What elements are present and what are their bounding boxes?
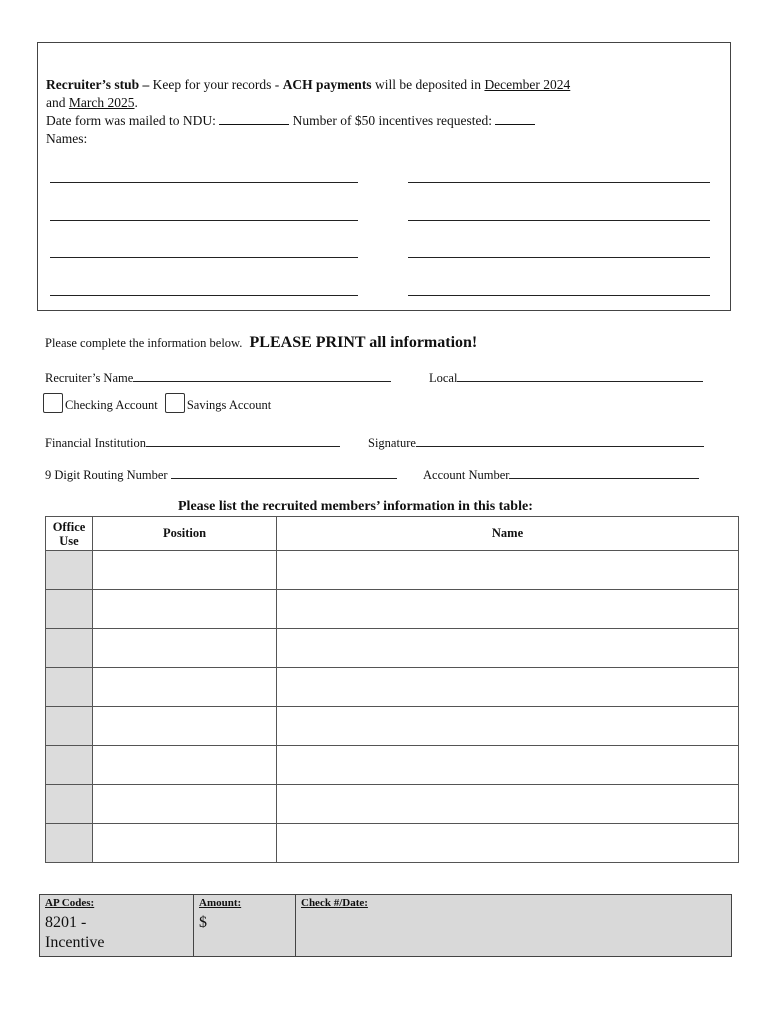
ap-row bbox=[40, 895, 732, 957]
instructions-intro: Please complete the information below. bbox=[45, 336, 243, 350]
signature-field[interactable] bbox=[416, 435, 704, 447]
deposit-date-1: December 2024 bbox=[484, 77, 571, 92]
account-label: Account Number bbox=[423, 468, 510, 482]
stub-line-2: and March 2025. bbox=[46, 95, 138, 110]
name-line[interactable] bbox=[50, 220, 358, 221]
incentives-count-field[interactable] bbox=[495, 112, 535, 125]
ap-code-value: 8201 - Incentive bbox=[45, 914, 105, 951]
routing-row bbox=[45, 467, 397, 483]
table-row bbox=[46, 590, 739, 629]
savings-label: Savings Account bbox=[186, 398, 272, 412]
financial-institution-label: Financial Institution bbox=[45, 436, 147, 450]
office-use-cell bbox=[46, 785, 93, 824]
office-use-cell bbox=[46, 629, 93, 668]
name-line[interactable] bbox=[50, 295, 358, 296]
ap-amount-header: Amount: bbox=[199, 897, 242, 909]
names-label: Names: bbox=[46, 131, 88, 146]
mailed-date-field[interactable] bbox=[219, 112, 289, 125]
position-cell[interactable] bbox=[93, 746, 277, 785]
ap-codes-cell bbox=[40, 895, 194, 957]
position-cell[interactable] bbox=[93, 668, 277, 707]
header-office-use: Office Use bbox=[46, 517, 93, 551]
incentives-label: Number of $50 incentives requested: bbox=[289, 113, 496, 128]
checking-label: Checking Account bbox=[65, 398, 158, 412]
office-use-cell bbox=[46, 590, 93, 629]
mailed-date-label: Date form was mailed to NDU: bbox=[46, 113, 220, 128]
name-line[interactable] bbox=[604, 182, 710, 183]
account-type-row bbox=[43, 393, 271, 413]
ap-check-header: Check #/Date: bbox=[301, 897, 368, 909]
name-line[interactable] bbox=[604, 220, 710, 221]
office-use-cell bbox=[46, 746, 93, 785]
ach-payments: ACH payments bbox=[282, 77, 372, 92]
ap-codes-header: AP Codes: bbox=[45, 897, 95, 909]
name-cell[interactable] bbox=[277, 707, 739, 746]
routing-field[interactable] bbox=[171, 467, 397, 479]
ap-amount-value: $ bbox=[199, 914, 207, 931]
table-row bbox=[46, 551, 739, 590]
table-row bbox=[46, 629, 739, 668]
name-cell[interactable] bbox=[277, 590, 739, 629]
stub-line-1: Recruiter’s stub – Keep for your records - ACH payments will be deposited in December 2024 bbox=[46, 77, 571, 92]
recruiter-name-field[interactable] bbox=[133, 370, 391, 382]
account-row bbox=[423, 467, 699, 483]
stub-title: Recruiter’s stub – bbox=[46, 77, 150, 92]
position-cell[interactable] bbox=[93, 824, 277, 863]
position-cell[interactable] bbox=[93, 629, 277, 668]
table-header-row bbox=[46, 517, 739, 551]
office-use-cell bbox=[46, 551, 93, 590]
name-line[interactable] bbox=[50, 257, 358, 258]
name-line[interactable] bbox=[604, 257, 710, 258]
table-row bbox=[46, 707, 739, 746]
table-row bbox=[46, 824, 739, 863]
name-cell[interactable] bbox=[277, 629, 739, 668]
recruiter-name-row bbox=[45, 370, 391, 386]
position-cell[interactable] bbox=[93, 590, 277, 629]
table-row bbox=[46, 785, 739, 824]
ap-codes-table bbox=[39, 894, 732, 957]
financial-institution-field[interactable] bbox=[146, 435, 340, 447]
ap-amount-cell[interactable] bbox=[194, 895, 296, 957]
name-line[interactable] bbox=[408, 295, 604, 296]
instructions-emphasis: PLEASE PRINT all information! bbox=[249, 334, 478, 351]
signature-label: Signature bbox=[368, 436, 416, 450]
name-cell[interactable] bbox=[277, 551, 739, 590]
name-line[interactable] bbox=[408, 257, 604, 258]
name-line[interactable] bbox=[604, 295, 710, 296]
name-cell[interactable] bbox=[277, 668, 739, 707]
routing-label: 9 Digit Routing Number bbox=[45, 468, 168, 482]
local-label: Local bbox=[429, 371, 458, 385]
header-position: Position bbox=[93, 517, 277, 551]
name-cell[interactable] bbox=[277, 785, 739, 824]
position-cell[interactable] bbox=[93, 551, 277, 590]
name-line[interactable] bbox=[408, 220, 604, 221]
name-cell[interactable] bbox=[277, 746, 739, 785]
name-cell[interactable] bbox=[277, 824, 739, 863]
signature-row bbox=[368, 435, 704, 451]
checking-checkbox[interactable] bbox=[43, 393, 63, 413]
ap-check-cell[interactable] bbox=[296, 895, 732, 957]
financial-institution-row bbox=[45, 435, 340, 451]
header-name: Name bbox=[277, 517, 739, 551]
local-field[interactable] bbox=[457, 370, 703, 382]
savings-checkbox[interactable] bbox=[165, 393, 185, 413]
name-line[interactable] bbox=[408, 182, 604, 183]
instructions bbox=[45, 334, 477, 352]
office-use-cell bbox=[46, 707, 93, 746]
table-row bbox=[46, 668, 739, 707]
account-field[interactable] bbox=[509, 467, 699, 479]
recruiter-stub-box bbox=[37, 42, 731, 311]
name-line[interactable] bbox=[50, 182, 358, 183]
deposit-date-2: March 2025 bbox=[68, 95, 135, 110]
local-row bbox=[429, 370, 703, 386]
table-caption: Please list the recruited members’ information in this table: bbox=[178, 499, 533, 514]
office-use-cell bbox=[46, 668, 93, 707]
table-row bbox=[46, 746, 739, 785]
position-cell[interactable] bbox=[93, 785, 277, 824]
office-use-cell bbox=[46, 824, 93, 863]
stub-line-3 bbox=[46, 112, 535, 130]
recruiter-name-label: Recruiter’s Name bbox=[45, 371, 134, 385]
members-table bbox=[45, 516, 739, 863]
position-cell[interactable] bbox=[93, 707, 277, 746]
